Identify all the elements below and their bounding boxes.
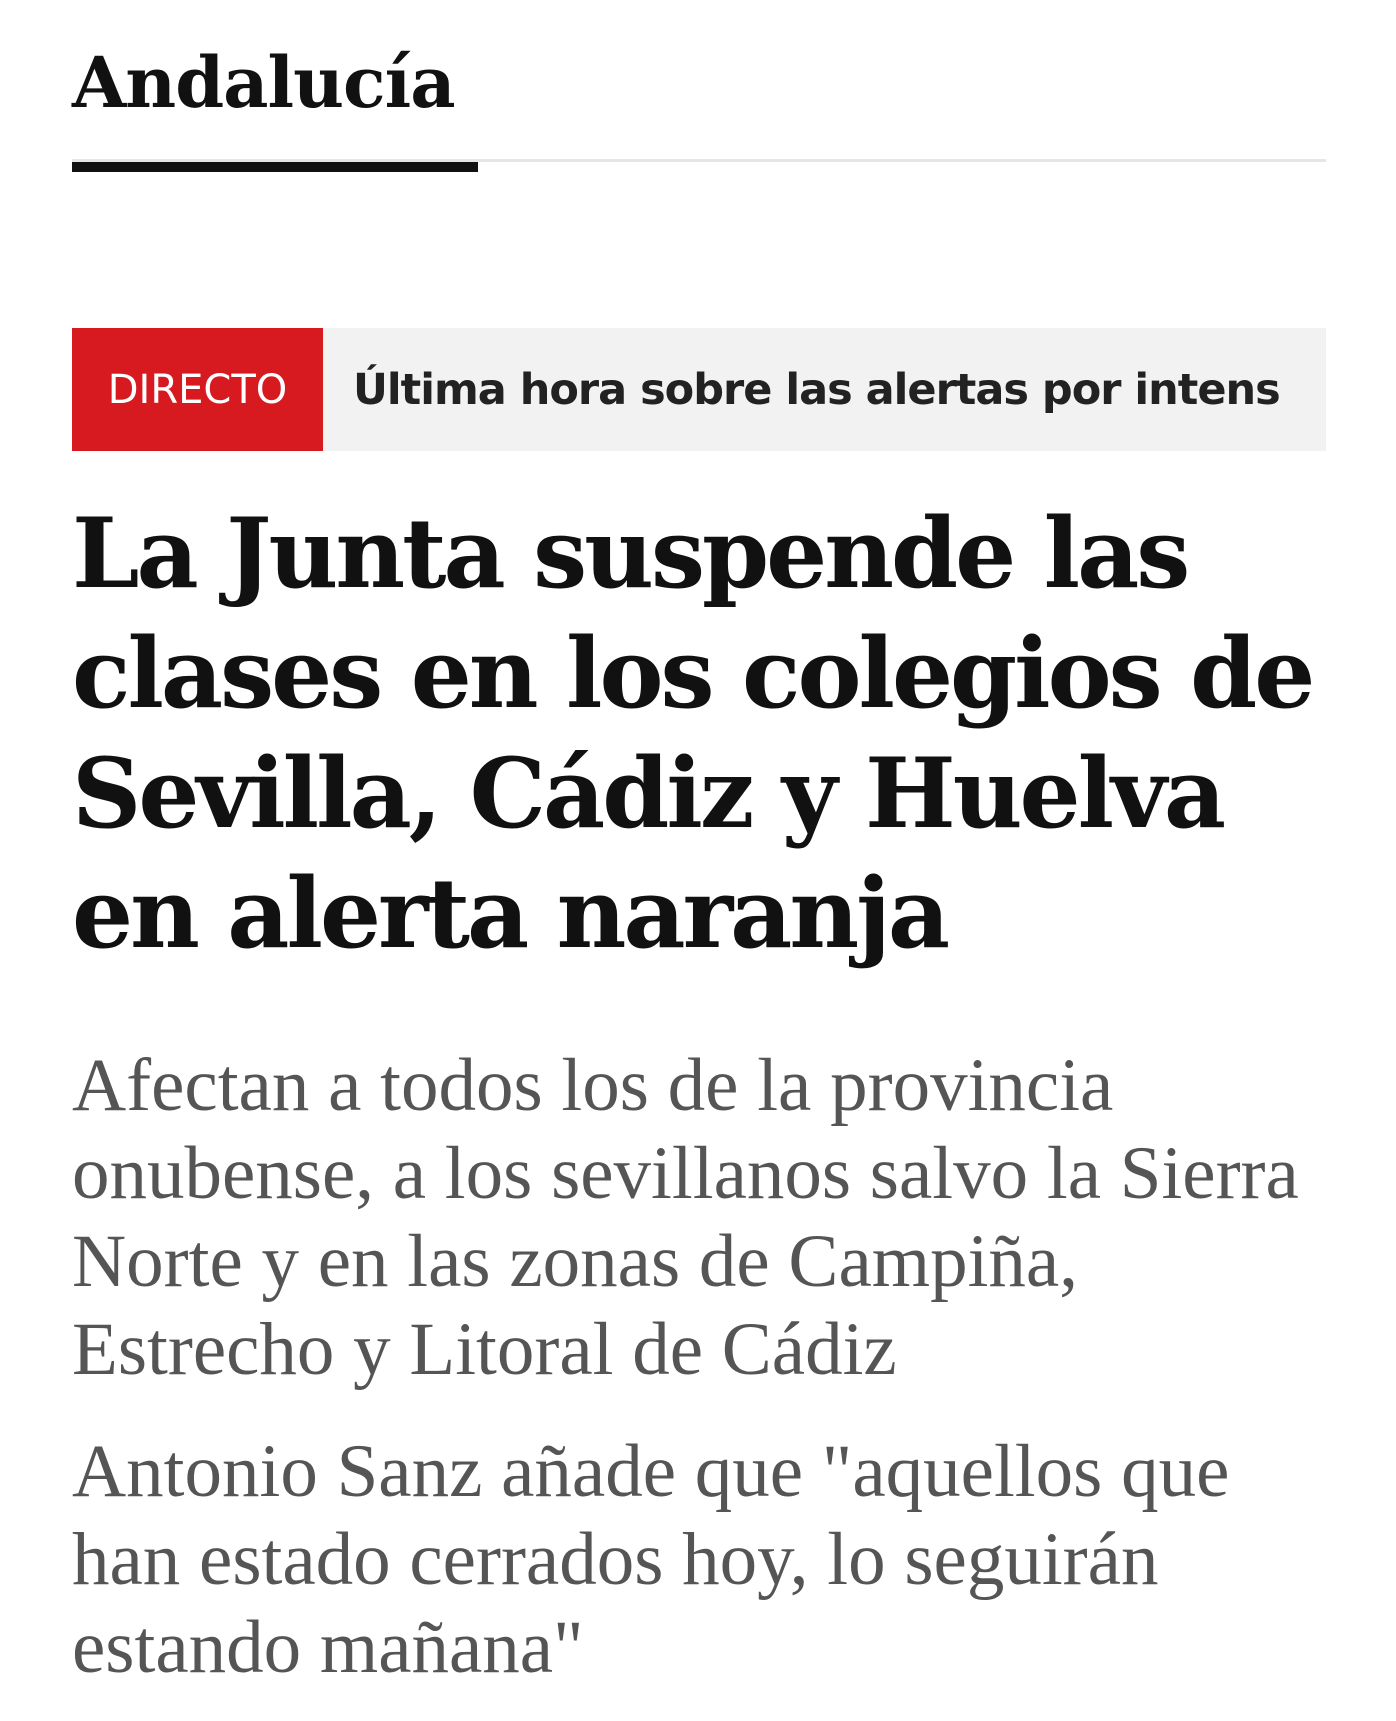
article-page — [72, 0, 1326, 1721]
section-header — [72, 30, 1326, 175]
live-banner-text: Última hora sobre las alertas por intens — [353, 364, 1280, 415]
section-active-underline — [72, 162, 478, 172]
section-title[interactable]: Andalucía — [72, 41, 455, 124]
article-subheadline-quote: Antonio Sanz añade que "aquellos que han estado cerrados hoy, lo seguirán estando mañana" — [72, 1430, 1230, 1689]
live-banner[interactable] — [72, 328, 1326, 451]
live-badge: DIRECTO — [72, 328, 323, 451]
article-subheadline: Afectan a todos los de la provincia onubense, a los sevillanos salvo la Sierra Norte y en las zonas de Campiña, Estrecho y Litoral de Cádiz — [72, 1044, 1299, 1391]
article-headline[interactable]: La Junta suspende las clases en los colegios de Sevilla, Cádiz y Huelva en alerta naranja — [72, 497, 1313, 970]
